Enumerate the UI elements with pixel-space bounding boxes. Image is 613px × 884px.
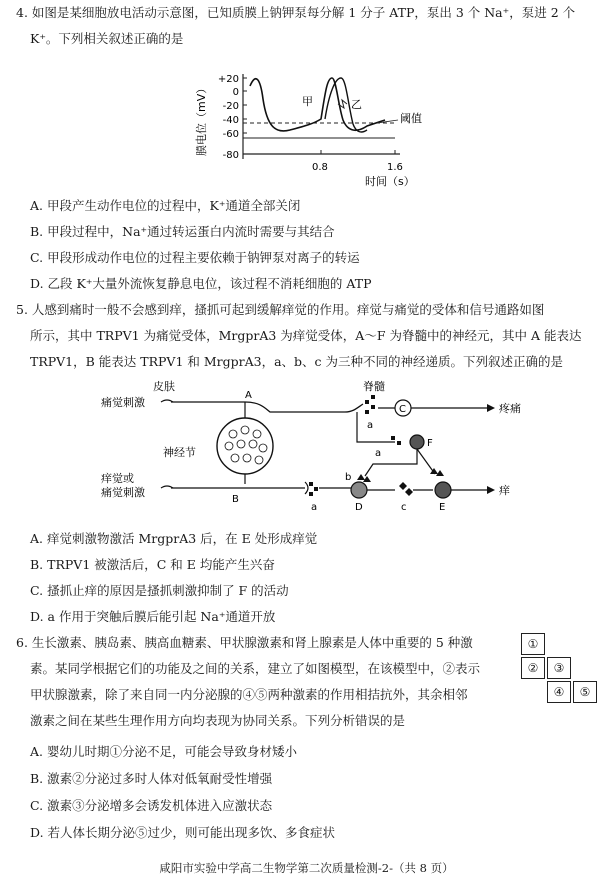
membrane-potential-graph bbox=[195, 64, 445, 194]
q6-stem-line2: 素。某同学根据它们的功能及之间的关系，建立了如图模型，在该模型中，②表示 bbox=[30, 661, 481, 676]
label-a-2: a bbox=[311, 502, 318, 513]
label-b: b bbox=[345, 472, 352, 483]
label-threshold: 阈值 bbox=[400, 112, 422, 125]
svg-text:膜电位（mV）: 膜电位（mV） bbox=[195, 82, 208, 156]
q4-option-c: C. 甲段形成动作电位的过程主要依赖于钠钾泵对离子的转运 bbox=[30, 250, 360, 265]
grid-cell-4: ④ bbox=[547, 681, 571, 703]
label-yi: 乙 bbox=[351, 98, 362, 111]
q5-stem-line3: TRPV1，B 能表达 TRPV1 和 MrgprA3，a、b、c 为三种不同的神经递质。下列叙述正确的是 bbox=[30, 354, 564, 369]
q6-stem-line4: 激素之间在某些生理作用方向均表现为协同关系。下列分析错误的是 bbox=[30, 713, 406, 728]
q6-option-b: B. 激素②分泌过多时人体对低氧耐受性增强 bbox=[30, 771, 273, 786]
q6-option-c: C. 激素③分泌增多会诱发机体进入应激状态 bbox=[30, 798, 273, 813]
q5-stem-line1: 5. 人感到痛时一般不会感到痒，搔抓可起到缓解痒觉的作用。痒觉与痛觉的受体和信号通路如图 bbox=[16, 302, 545, 317]
grid-cell-5: ⑤ bbox=[573, 681, 597, 703]
label-itch-stimulus-1: 痒觉或 bbox=[101, 472, 134, 485]
itch-pain-pathway-diagram bbox=[95, 378, 535, 526]
grid-cell-3: ③ bbox=[547, 657, 571, 679]
label-itch-stimulus-2: 痛觉刺激 bbox=[101, 486, 145, 499]
graph-y-label bbox=[195, 83, 208, 156]
q5-option-d: D. a 作用于突触后膜后能引起 Na⁺通道开放 bbox=[30, 609, 276, 624]
graph-x-label: 时间（s） bbox=[365, 175, 415, 188]
label-B: B bbox=[232, 494, 239, 505]
grid-cell-1: ① bbox=[521, 633, 545, 655]
xtick-1.6: 1.6 bbox=[387, 162, 403, 173]
q4-option-b: B. 甲段过程中，Na⁺通过转运蛋白内流时需要与其结合 bbox=[30, 224, 335, 239]
label-C: C bbox=[399, 404, 406, 415]
ytick-minus60: -60 bbox=[222, 129, 239, 140]
xtick-0.8: 0.8 bbox=[312, 162, 328, 173]
ytick-minus20: -20 bbox=[222, 101, 239, 112]
q5-option-a: A. 痒觉刺激物激活 MrgprA3 后，在 E 处形成痒觉 bbox=[30, 531, 318, 546]
label-pain-stimulus: 痛觉刺激 bbox=[101, 396, 145, 409]
q6-stem-line1: 6. 生长激素、胰岛素、胰高血糖素、甲状腺激素和肾上腺素是人体中重要的 5 种激 bbox=[16, 635, 473, 650]
ytick-minus80: -80 bbox=[222, 150, 239, 161]
label-jia: 甲 bbox=[302, 95, 313, 108]
label-A: A bbox=[245, 390, 252, 401]
grid-cell-2: ② bbox=[521, 657, 545, 679]
q4-stem-line2: K⁺。下列相关叙述正确的是 bbox=[30, 31, 184, 46]
label-c: c bbox=[401, 502, 407, 513]
q5-stem-line2: 所示，其中 TRPV1 为痛觉受体，MrgprA3 为痒觉受体，A～F 为脊髓中的神经元，其中 A 能表达 bbox=[30, 328, 582, 343]
q6-option-d: D. 若人体长期分泌⑤过少，则可能出现多饮、多食症状 bbox=[30, 825, 336, 840]
label-pain-out: 疼痛 bbox=[499, 402, 521, 415]
label-spinal: 脊髓 bbox=[363, 380, 385, 393]
q5-option-c: C. 搔抓止痒的原因是搔抓刺激抑制了 F 的活动 bbox=[30, 583, 289, 598]
label-skin: 皮肤 bbox=[153, 380, 175, 393]
label-ganglion: 神经节 bbox=[163, 446, 196, 459]
label-D: D bbox=[355, 502, 363, 513]
q4-option-d: D. 乙段 K⁺大量外流恢复静息电位，该过程不消耗细胞的 ATP bbox=[30, 276, 372, 291]
q6-option-a: A. 婴幼儿时期①分泌不足，可能会导致身材矮小 bbox=[30, 744, 297, 759]
label-E: E bbox=[439, 502, 446, 513]
label-F: F bbox=[427, 438, 433, 449]
q4-option-a: A. 甲段产生动作电位的过程中，K⁺通道全部关闭 bbox=[30, 198, 301, 213]
q4-stem-line1: 4. 如图是某细胞放电活动示意图，已知质膜上钠钾泵每分解 1 分子 ATP，泵出 3 个 Na⁺，泵进 2 个 bbox=[16, 5, 576, 20]
ytick-0: 0 bbox=[232, 87, 239, 98]
label-itch-out: 痒 bbox=[499, 484, 510, 497]
q5-option-b: B. TRPV1 被激活后，C 和 E 均能产生兴奋 bbox=[30, 557, 275, 572]
label-a-3: a bbox=[375, 448, 382, 459]
label-a-1: a bbox=[367, 420, 374, 431]
q6-stem-line3: 甲状腺激素，除了来自同一内分泌腺的④⑤两种激素的作用相拮抗外，其余相邻 bbox=[30, 687, 468, 702]
ytick-minus40: -40 bbox=[222, 115, 239, 126]
page-footer: 咸阳市实验中学高二生物学第二次质量检测-2-（共 8 页） bbox=[159, 861, 454, 875]
ytick-plus20: +20 bbox=[217, 74, 239, 85]
